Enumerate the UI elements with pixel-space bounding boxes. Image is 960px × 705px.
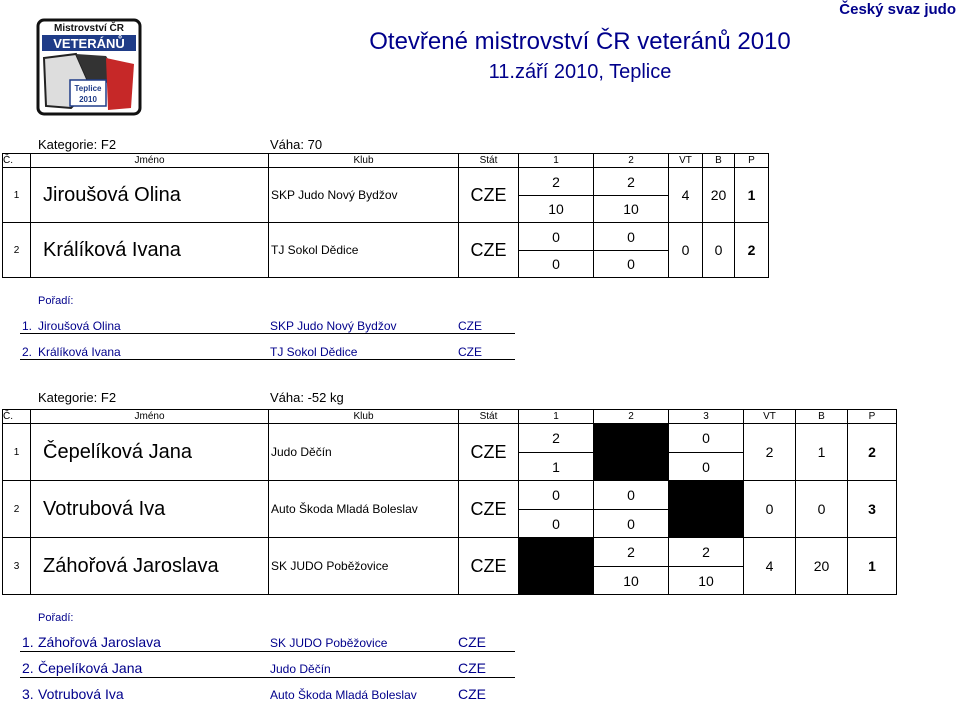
- ranking-underline: [20, 333, 515, 334]
- logo-line-1: Mistrovství ČR: [53, 23, 125, 34]
- blocked-cell: [669, 510, 744, 538]
- competitor-country: CZE: [459, 481, 519, 538]
- competitor-club: SK JUDO Poběžovice: [269, 538, 459, 595]
- table-row: [3, 223, 769, 251]
- ranking-country: CZE: [458, 319, 482, 333]
- score-r3-bottom: 10: [669, 567, 744, 595]
- table-row: [3, 424, 897, 453]
- ranking-country: CZE: [458, 345, 482, 359]
- col-round1-header: 1: [519, 154, 594, 168]
- competitor-name: Čepelíková Jana: [31, 424, 269, 481]
- table-header-row: [3, 410, 897, 424]
- group1-results-table: [2, 153, 769, 278]
- ranking-pos: 3.: [22, 686, 34, 702]
- blocked-cell: [519, 538, 594, 567]
- page-subtitle: 11.září 2010, Teplice: [488, 61, 672, 83]
- championship-logo: [36, 18, 146, 118]
- total-p: 2: [848, 424, 897, 481]
- total-vt: 4: [744, 538, 796, 595]
- score-r2-bottom: 10: [594, 196, 669, 223]
- col-p-header: P: [848, 410, 897, 424]
- total-vt: 4: [669, 168, 703, 223]
- total-b: 20: [703, 168, 735, 223]
- total-b: 0: [796, 481, 848, 538]
- col-b-header: B: [703, 154, 735, 168]
- total-p: 3: [848, 481, 897, 538]
- logo-line-2: VETERÁNŮ: [53, 36, 125, 51]
- total-vt: 0: [669, 223, 703, 278]
- competitor-name: Votrubová Iva: [31, 481, 269, 538]
- score-r1-top: 0: [519, 223, 594, 251]
- ranking-country: CZE: [458, 686, 486, 702]
- ranking-underline: [20, 359, 515, 360]
- row-number: 1: [3, 424, 31, 481]
- score-r1-bottom: 1: [519, 453, 594, 481]
- page-title: Otevřené mistrovství ČR veteránů 2010: [369, 28, 791, 55]
- ranking-club: Judo Děčín: [270, 662, 331, 676]
- score-r2-top: 0: [594, 481, 669, 510]
- ranking-name: Jiroušová Olina: [38, 319, 121, 333]
- row-number: 2: [3, 481, 31, 538]
- col-round1-header: 1: [519, 410, 594, 424]
- competitor-name: Jiroušová Olina: [31, 168, 269, 223]
- score-r2-bottom: 0: [594, 251, 669, 278]
- logo-line-4: 2010: [79, 95, 97, 104]
- score-r2-top: 2: [594, 168, 669, 196]
- group2-results-table: [2, 409, 897, 595]
- score-r1-bottom: 0: [519, 251, 594, 278]
- competitor-name: Králíková Ivana: [31, 223, 269, 278]
- ranking-country: CZE: [458, 634, 486, 650]
- competitor-name: Záhořová Jaroslava: [31, 538, 269, 595]
- score-r1-top: 0: [519, 481, 594, 510]
- ranking-name: Králíková Ivana: [38, 345, 121, 359]
- col-vt-header: VT: [744, 410, 796, 424]
- group2-weight: Váha: -52 kg: [270, 390, 344, 405]
- score-r2-bottom: 0: [594, 510, 669, 538]
- group1-weight: Váha: 70: [270, 137, 323, 152]
- organization-name: Český svaz judo: [839, 1, 956, 18]
- total-b: 0: [703, 223, 735, 278]
- score-r1-top: 2: [519, 424, 594, 453]
- col-no-header: Č.: [3, 154, 31, 168]
- ranking-pos: 2.: [22, 660, 34, 676]
- col-vt-header: VT: [669, 154, 703, 168]
- ranking-country: CZE: [458, 660, 486, 676]
- col-country-header: Stát: [459, 410, 519, 424]
- group1-ranking-label: Pořadí:: [38, 295, 74, 307]
- blocked-cell: [519, 567, 594, 595]
- logo-line-3: Teplice: [74, 84, 102, 93]
- score-r1-bottom: 0: [519, 510, 594, 538]
- ranking-club: Auto Škoda Mladá Boleslav: [270, 688, 417, 702]
- blocked-cell: [594, 453, 669, 481]
- score-r2-top: 0: [594, 223, 669, 251]
- competitor-country: CZE: [459, 424, 519, 481]
- row-number: 3: [3, 538, 31, 595]
- col-p-header: P: [735, 154, 769, 168]
- score-r3-top: 2: [669, 538, 744, 567]
- col-round2-header: 2: [594, 410, 669, 424]
- ranking-club: SKP Judo Nový Bydžov: [270, 319, 397, 333]
- blocked-cell: [669, 481, 744, 510]
- total-vt: 2: [744, 424, 796, 481]
- score-r2-bottom: 10: [594, 567, 669, 595]
- ranking-name: Čepelíková Jana: [38, 660, 143, 676]
- ranking-club: TJ Sokol Dědice: [270, 345, 358, 359]
- total-p: 1: [735, 168, 769, 223]
- total-b: 20: [796, 538, 848, 595]
- col-name-header: Jméno: [31, 154, 269, 168]
- score-r1-bottom: 10: [519, 196, 594, 223]
- total-vt: 0: [744, 481, 796, 538]
- blocked-cell: [594, 424, 669, 453]
- competitor-club: Auto Škoda Mladá Boleslav: [269, 481, 459, 538]
- table-row: [3, 538, 897, 567]
- col-round2-header: 2: [594, 154, 669, 168]
- competitor-club: Judo Děčín: [269, 424, 459, 481]
- ranking-pos: 1.: [22, 634, 34, 650]
- row-number: 1: [3, 168, 31, 223]
- col-country-header: Stát: [459, 154, 519, 168]
- total-p: 2: [735, 223, 769, 278]
- group2-category: Kategorie: F2: [38, 390, 117, 405]
- ranking-underline: [20, 651, 515, 652]
- group2-ranking-label: Pořadí:: [38, 612, 74, 624]
- table-row: [3, 481, 897, 510]
- col-no-header: Č.: [3, 410, 31, 424]
- col-name-header: Jméno: [31, 410, 269, 424]
- competitor-club: TJ Sokol Dědice: [269, 223, 459, 278]
- table-row: [3, 168, 769, 196]
- col-club-header: Klub: [269, 410, 459, 424]
- score-r1-top: 2: [519, 168, 594, 196]
- total-b: 1: [796, 424, 848, 481]
- competitor-country: CZE: [459, 168, 519, 223]
- competitor-club: SKP Judo Nový Bydžov: [269, 168, 459, 223]
- col-b-header: B: [796, 410, 848, 424]
- col-club-header: Klub: [269, 154, 459, 168]
- ranking-name: Záhořová Jaroslava: [38, 634, 161, 650]
- score-r2-top: 2: [594, 538, 669, 567]
- ranking-pos: 2.: [22, 345, 33, 359]
- score-r3-top: 0: [669, 424, 744, 453]
- ranking-club: SK JUDO Poběžovice: [270, 636, 388, 650]
- group1-category: Kategorie: F2: [38, 137, 117, 152]
- ranking-pos: 1.: [22, 319, 33, 333]
- score-r3-bottom: 0: [669, 453, 744, 481]
- competitor-country: CZE: [459, 538, 519, 595]
- ranking-underline: [20, 677, 515, 678]
- row-number: 2: [3, 223, 31, 278]
- col-round3-header: 3: [669, 410, 744, 424]
- competitor-country: CZE: [459, 223, 519, 278]
- ranking-name: Votrubová Iva: [38, 686, 124, 702]
- table-header-row: [3, 154, 769, 168]
- total-p: 1: [848, 538, 897, 595]
